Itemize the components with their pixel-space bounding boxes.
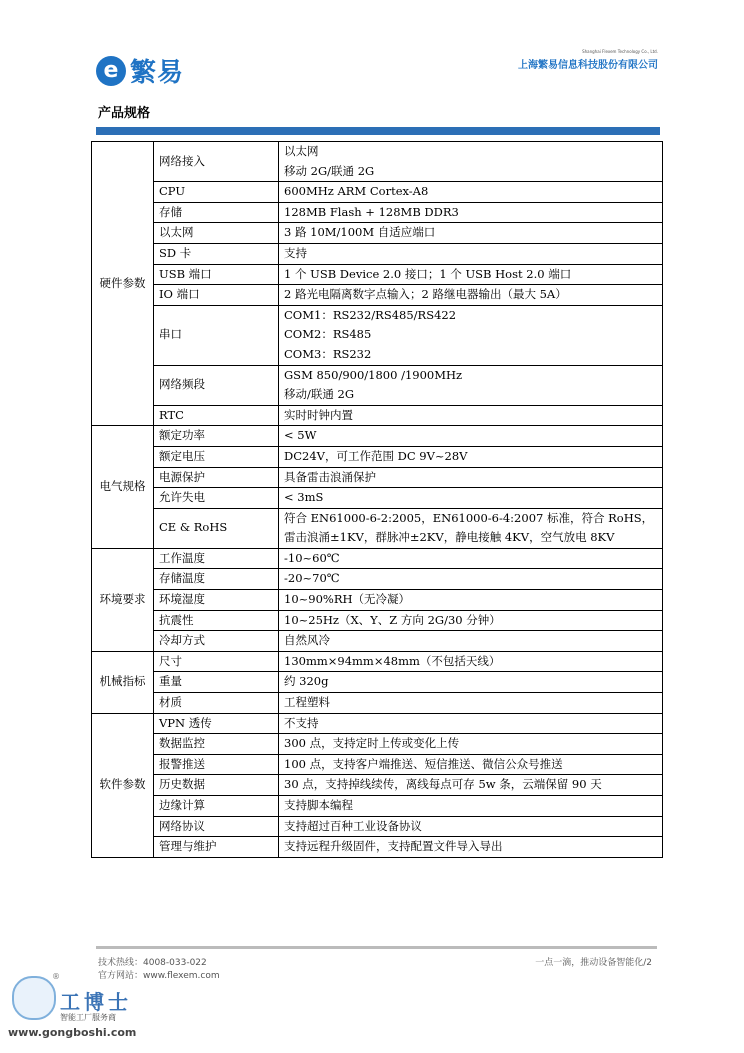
spec-row <box>92 182 663 203</box>
spec-row <box>92 713 663 734</box>
spec-row <box>92 285 663 306</box>
spec-value <box>279 590 663 611</box>
spec-item: 数据监控 <box>154 734 279 755</box>
spec-item: IO 端口 <box>154 285 279 306</box>
spec-item: 历史数据 <box>154 775 279 796</box>
spec-value-line: 30 点，支持掉线续传，离线每点可存 5w 条，云端保留 90 天 <box>284 777 602 792</box>
spec-item: CE & RoHS <box>154 508 279 548</box>
spec-item: 额定功率 <box>154 426 279 447</box>
spec-value-line: 支持脚本编程 <box>284 798 353 812</box>
spec-item: SD 卡 <box>154 243 279 264</box>
spec-value <box>279 548 663 569</box>
spec-row <box>92 305 663 365</box>
spec-value <box>279 488 663 509</box>
spec-row <box>92 754 663 775</box>
spec-group: 机械指标 <box>92 651 154 713</box>
spec-row <box>92 488 663 509</box>
logo-e-icon: e <box>96 56 126 86</box>
spec-value-line: 2 路光电隔离数字点输入；2 路继电器输出（最大 5A） <box>284 287 567 302</box>
spec-row <box>92 631 663 652</box>
spec-item: 存储 <box>154 202 279 223</box>
spec-item: 以太网 <box>154 223 279 244</box>
spec-group: 软件参数 <box>92 713 154 857</box>
spec-value-line: 3 路 10M/100M 自适应端口 <box>284 225 436 240</box>
spec-row <box>92 365 663 405</box>
spec-group: 硬件参数 <box>92 142 154 426</box>
spec-value-line: < 3mS <box>284 490 324 505</box>
footer-website: 官方网站：www.flexem.com <box>98 971 220 981</box>
watermark-subtitle: 智能工厂服务商 <box>60 1013 116 1022</box>
spec-value-line: -20~70℃ <box>284 571 340 586</box>
spec-value <box>279 796 663 817</box>
spec-value-line: COM3：RS232 <box>284 346 372 361</box>
spec-item: 边缘计算 <box>154 796 279 817</box>
spec-value-line: 约 320g <box>284 674 329 689</box>
spec-value-line: 128MB Flash + 128MB DDR3 <box>284 204 459 219</box>
spec-value <box>279 446 663 467</box>
spec-value <box>279 202 663 223</box>
spec-value <box>279 837 663 858</box>
spec-value <box>279 182 663 203</box>
watermark-name: 工博士 <box>60 990 132 1014</box>
company-logo <box>96 52 184 89</box>
spec-value <box>279 264 663 285</box>
spec-item: 尺寸 <box>154 651 279 672</box>
spec-value-line: 1 个 USB Device 2.0 接口；1 个 USB Host 2.0 端口 <box>284 266 572 281</box>
spec-value <box>279 365 663 405</box>
spec-value <box>279 754 663 775</box>
spec-row <box>92 508 663 548</box>
spec-item: 电源保护 <box>154 467 279 488</box>
spec-row <box>92 590 663 611</box>
spec-value <box>279 775 663 796</box>
spec-item: 材质 <box>154 693 279 714</box>
spec-value-line: 300 点，支持定时上传或变化上传 <box>284 736 460 751</box>
spec-row <box>92 264 663 285</box>
company-name <box>518 49 658 71</box>
spec-item: CPU <box>154 182 279 203</box>
company-name-cn: 上海繁易信息科技股份有限公司 <box>518 60 658 71</box>
spec-item: 网络协议 <box>154 816 279 837</box>
spec-row <box>92 672 663 693</box>
spec-item: USB 端口 <box>154 264 279 285</box>
spec-group: 电气规格 <box>92 426 154 549</box>
spec-value <box>279 734 663 755</box>
spec-value <box>279 405 663 426</box>
spec-value-line: 雷击浪涌±1KV，群脉冲±2KV，静电接触 4KV，空气放电 8KV <box>284 530 615 545</box>
spec-group: 环境要求 <box>92 548 154 651</box>
spec-value-line: 10~25Hz（X、Y、Z 方向 2G/30 分钟） <box>284 612 501 627</box>
footer-divider <box>96 946 657 949</box>
spec-value-line: 符合 EN61000-6-2:2005，EN61000-6-4:2007 标准，符合 RoHS， <box>284 510 654 525</box>
spec-value-line: -10~60℃ <box>284 550 340 565</box>
spec-row <box>92 202 663 223</box>
spec-value-line: 支持 <box>284 245 307 260</box>
page-title: 产品规格 <box>98 106 151 121</box>
spec-value-line: 自然风冷 <box>284 633 330 648</box>
spec-item: 管理与维护 <box>154 837 279 858</box>
spec-value <box>279 672 663 693</box>
spec-row <box>92 734 663 755</box>
footer-hotline: 技术热线：4008-033-022 <box>98 958 207 968</box>
spec-row <box>92 775 663 796</box>
spec-row <box>92 610 663 631</box>
spec-item: 额定电压 <box>154 446 279 467</box>
spec-item: 网络频段 <box>154 365 279 405</box>
spec-value-line: COM1：RS232/RS485/RS422 <box>284 307 457 322</box>
spec-value <box>279 508 663 548</box>
spec-item: 工作温度 <box>154 548 279 569</box>
spec-row <box>92 446 663 467</box>
spec-value-line: 移动 2G/联通 2G <box>284 163 375 178</box>
spec-item: 串口 <box>154 305 279 365</box>
spec-value-line: 移动/联通 2G <box>284 387 355 402</box>
spec-value <box>279 467 663 488</box>
watermark-url: www.gongboshi.com <box>8 1026 137 1039</box>
spec-row <box>92 548 663 569</box>
spec-value-line: 支持远程升级固件，支持配置文件导入导出 <box>284 839 503 854</box>
spec-row <box>92 796 663 817</box>
spec-row <box>92 816 663 837</box>
spec-value <box>279 243 663 264</box>
spec-row <box>92 467 663 488</box>
spec-value-line: 600MHz ARM Cortex-A8 <box>284 184 429 199</box>
spec-item: 环境湿度 <box>154 590 279 611</box>
spec-value <box>279 569 663 590</box>
spec-value <box>279 631 663 652</box>
spec-value-line: 支持超过百种工业设备协议 <box>284 818 422 833</box>
mascot-icon <box>12 976 56 1020</box>
spec-item: VPN 透传 <box>154 713 279 734</box>
spec-value-line: 不支持 <box>284 715 319 730</box>
spec-item: 重量 <box>154 672 279 693</box>
company-name-en: Shanghai Flexem Technology Co., Ltd. <box>582 49 658 54</box>
spec-row <box>92 243 663 264</box>
watermark <box>8 972 148 1042</box>
spec-value-line: 以太网 <box>284 144 319 158</box>
spec-value-line: COM2：RS485 <box>284 327 372 342</box>
spec-row <box>92 405 663 426</box>
spec-value <box>279 610 663 631</box>
spec-value-line: DC24V，可工作范围 DC 9V~28V <box>284 448 468 463</box>
spec-value <box>279 142 663 182</box>
spec-item: 抗震性 <box>154 610 279 631</box>
spec-item: 存储温度 <box>154 569 279 590</box>
spec-value-line: 10~90%RH（无冷凝） <box>284 592 411 607</box>
spec-value <box>279 693 663 714</box>
spec-table <box>91 141 663 858</box>
spec-value-line: < 5W <box>284 428 317 443</box>
spec-value-line: 130mm×94mm×48mm（不包括天线） <box>284 653 501 668</box>
spec-value <box>279 285 663 306</box>
spec-value-line: 工程塑料 <box>284 695 330 710</box>
spec-row <box>92 142 663 182</box>
spec-value <box>279 223 663 244</box>
watermark-reg: ® <box>52 972 60 981</box>
spec-item: 冷却方式 <box>154 631 279 652</box>
spec-value <box>279 816 663 837</box>
spec-item: 报警推送 <box>154 754 279 775</box>
spec-value <box>279 305 663 365</box>
spec-value-line: 具备雷击浪涌保护 <box>284 469 376 484</box>
spec-item: RTC <box>154 405 279 426</box>
spec-item: 允许失电 <box>154 488 279 509</box>
spec-row <box>92 651 663 672</box>
spec-value <box>279 426 663 447</box>
spec-item: 网络接入 <box>154 142 279 182</box>
footer-slogan: 一点一滴，推动设备智能化/2 <box>535 958 652 968</box>
spec-value-line: 实时时钟内置 <box>284 407 353 422</box>
spec-row <box>92 426 663 447</box>
spec-value <box>279 713 663 734</box>
spec-row <box>92 223 663 244</box>
spec-value-line: 100 点，支持客户端推送、短信推送、微信公众号推送 <box>284 756 563 771</box>
spec-row <box>92 693 663 714</box>
logo-text: 繁易 <box>130 58 185 88</box>
spec-value <box>279 651 663 672</box>
spec-value-line: GSM 850/900/1800 /1900MHz <box>284 367 463 382</box>
spec-row <box>92 837 663 858</box>
spec-row <box>92 569 663 590</box>
title-bar <box>96 127 660 135</box>
